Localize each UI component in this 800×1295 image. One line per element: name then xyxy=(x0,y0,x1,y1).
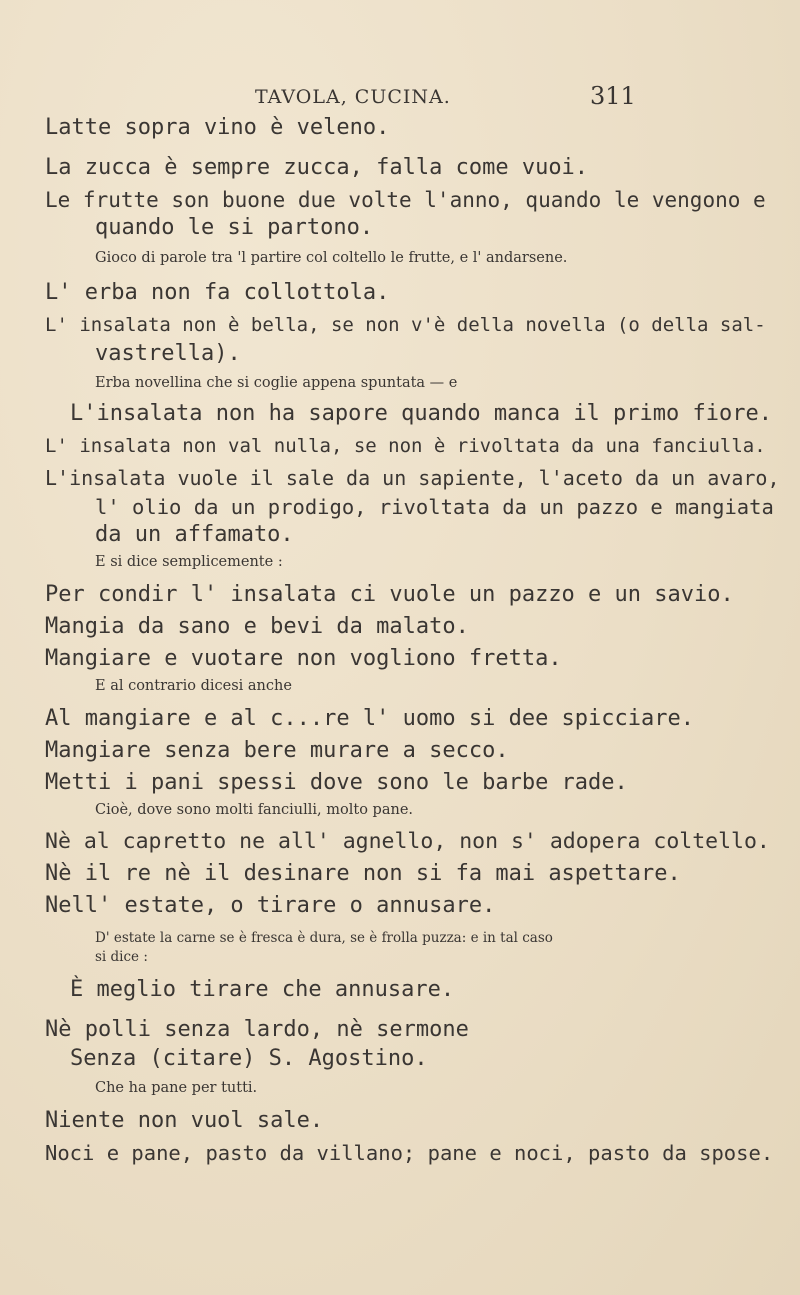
footnote-line: E si dice semplicemente : xyxy=(95,554,283,570)
proverb-line: Niente non vuol sale. xyxy=(45,1108,324,1133)
proverb-line: Mangia da sano e bevi da malato. xyxy=(45,614,469,639)
proverb-line: Nè polli senza lardo, nè sermone xyxy=(45,1017,469,1042)
proverb-line: L' insalata non val nulla, se non è rivoltata da una fanciulla. xyxy=(45,435,766,457)
proverb-line: Nell' estate, o tirare o annusare. xyxy=(45,893,496,918)
proverb-line: La zucca è sempre zucca, falla come vuoi. xyxy=(45,155,589,180)
page-header xyxy=(0,78,800,118)
proverb-line: quando le si partono. xyxy=(95,215,374,240)
proverb-line: Latte sopra vino è veleno. xyxy=(45,115,390,140)
footnote-line: Cioè, dove sono molti fanciulli, molto pane. xyxy=(95,802,414,818)
proverb-line: Senza (citare) S. Agostino. xyxy=(70,1046,428,1071)
proverb-line: Nè il re nè il desinare non si fa mai aspettare. xyxy=(45,861,681,886)
proverb-line: l' olio da un prodigo, rivoltata da un pazzo e mangiata xyxy=(95,495,774,519)
footnote-line: E al contrario dicesi anche xyxy=(95,678,292,694)
proverb-line: L' erba non fa collottola. xyxy=(45,280,390,305)
proverb-line: Metti i pani spessi dove sono le barbe rade. xyxy=(45,770,628,795)
proverb-line: L' insalata non è bella, se non v'è della novella (o della sal- xyxy=(45,314,766,336)
proverb-line: L'insalata non ha sapore quando manca il primo fiore. xyxy=(70,401,772,426)
proverb-line: Noci e pane, pasto da villano; pane e noci, pasto da spose. xyxy=(45,1141,774,1165)
proverb-line: Mangiare e vuotare non vogliono fretta. xyxy=(45,646,562,671)
footnote-line: Gioco di parole tra 'l partire col coltello le frutte, e l' andarsene. xyxy=(95,250,568,266)
proverb-line: vastrella). xyxy=(95,341,241,366)
proverb-line: Per condir l' insalata ci vuole un pazzo e un savio. xyxy=(45,582,734,607)
proverb-line: da un affamato. xyxy=(95,522,294,547)
running-head: TAVOLA, CUCINA. xyxy=(255,86,451,108)
footnote-line: Erba novellina che si coglie appena spuntata — e xyxy=(95,375,458,391)
footnote-line: Che ha pane per tutti. xyxy=(95,1080,258,1096)
proverb-line: L'insalata vuole il sale da un sapiente, l'aceto da un avaro, xyxy=(45,466,780,490)
proverb-line: Mangiare senza bere murare a secco. xyxy=(45,738,509,763)
footnote-line: D' estate la carne se è fresca è dura, se è frolla puzza: e in tal caso xyxy=(95,930,553,946)
footnote-line: si dice : xyxy=(95,949,148,965)
proverb-line: Al mangiare e al c...re l' uomo si dee spicciare. xyxy=(45,706,695,731)
page-number: 311 xyxy=(590,82,636,110)
proverb-line: È meglio tirare che annusare. xyxy=(70,977,455,1002)
proverb-line: Le frutte son buone due volte l'anno, quando le vengono e xyxy=(45,188,766,212)
proverb-line: Nè al capretto ne all' agnello, non s' adopera coltello. xyxy=(45,829,770,854)
